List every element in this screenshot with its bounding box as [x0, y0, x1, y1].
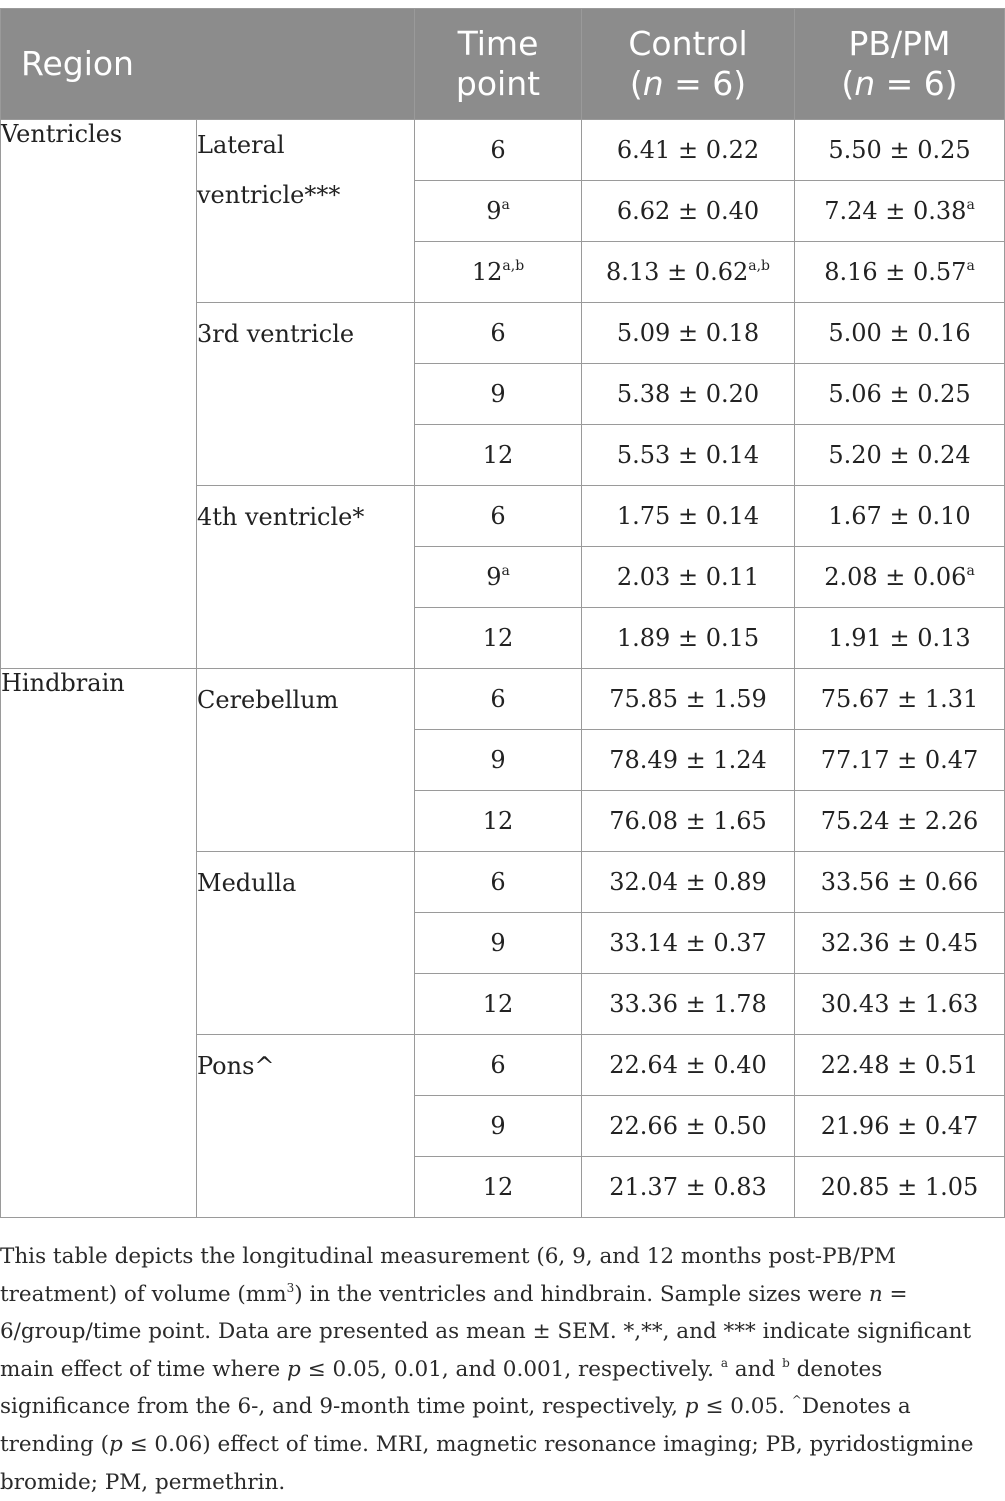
header-pbpm: PB/PM (n = 6) — [795, 9, 1005, 120]
time-point-cell: 12 — [415, 425, 582, 486]
subregion-pons: Pons^ — [197, 1035, 415, 1218]
control-value: 22.64 ± 0.40 — [582, 1035, 795, 1096]
time-point-cell: 6 — [415, 1035, 582, 1096]
pbpm-value: 77.17 ± 0.47 — [795, 730, 1005, 791]
subregion-medulla: Medulla — [197, 852, 415, 1035]
time-point-cell: 9 — [415, 730, 582, 791]
subregion-4th-ventricle: 4th ventricle* — [197, 486, 415, 669]
pbpm-value: 2.08 ± 0.06$^a$ — [795, 547, 1005, 608]
time-point-cell: 6 — [415, 120, 582, 181]
control-value: 78.49 ± 1.24 — [582, 730, 795, 791]
control-value: 33.14 ± 0.37 — [582, 913, 795, 974]
pbpm-value: 75.24 ± 2.26 — [795, 791, 1005, 852]
header-region: Region — [1, 9, 415, 120]
header-control: Control (n = 6) — [582, 9, 795, 120]
pbpm-value: 5.20 ± 0.24 — [795, 425, 1005, 486]
pbpm-value: 8.16 ± 0.57$^a$ — [795, 242, 1005, 303]
pbpm-value: 5.06 ± 0.25 — [795, 364, 1005, 425]
control-value: 1.89 ± 0.15 — [582, 608, 795, 669]
header-time-point: Time point — [415, 9, 582, 120]
table-row — [1, 669, 1005, 730]
time-point-cell: 6 — [415, 303, 582, 364]
pbpm-value: 22.48 ± 0.51 — [795, 1035, 1005, 1096]
time-point-cell: 9$^a$ — [415, 181, 582, 242]
control-value: 6.62 ± 0.40 — [582, 181, 795, 242]
control-value: 21.37 ± 0.83 — [582, 1157, 795, 1218]
control-value: 22.66 ± 0.50 — [582, 1096, 795, 1157]
control-value: 33.36 ± 1.78 — [582, 974, 795, 1035]
volume-table — [0, 8, 1005, 1218]
pbpm-value: 33.56 ± 0.66 — [795, 852, 1005, 913]
time-point-cell: 12 — [415, 974, 582, 1035]
time-point-cell: 6 — [415, 486, 582, 547]
table-row — [1, 120, 1005, 181]
time-point-cell: 9$^a$ — [415, 547, 582, 608]
control-value: 6.41 ± 0.22 — [582, 120, 795, 181]
pbpm-value: 5.50 ± 0.25 — [795, 120, 1005, 181]
pbpm-value: 30.43 ± 1.63 — [795, 974, 1005, 1035]
control-value: 32.04 ± 0.89 — [582, 852, 795, 913]
footnote-text: This table depicts the longitudinal measurement (6, 9, and 12 months post-PB/PM treatment) of volume (mm$^3$) in the ventricles and hindbrain. Sample sizes were n = 6/group/time point. Data are presented as mean ± SEM. *,**, and *** indicate significant main effect of time where p ≤ 0.05, 0.01, and 0.001, respectively. $^a$ and $^b$ denotes significance from the 6-, and 9-month time point, respectively, p ≤ 0.05. ^Denotes a trending (p ≤ 0.06) effect of time. MRI, magnetic resonance imaging; PB, pyridostigmine bromide; PM, permethrin. — [0, 1244, 974, 1495]
time-point-cell: 9 — [415, 364, 582, 425]
time-point-cell: 12 — [415, 608, 582, 669]
time-point-cell: 12 — [415, 1157, 582, 1218]
control-value: 76.08 ± 1.65 — [582, 791, 795, 852]
group-ventricles: Ventricles — [1, 120, 197, 669]
pbpm-value: 75.67 ± 1.31 — [795, 669, 1005, 730]
pbpm-value: 1.67 ± 0.10 — [795, 486, 1005, 547]
time-point-cell: 12 — [415, 791, 582, 852]
pbpm-value: 21.96 ± 0.47 — [795, 1096, 1005, 1157]
pbpm-value: 5.00 ± 0.16 — [795, 303, 1005, 364]
subregion-lateral-ventricle: Lateral ventricle*** — [197, 120, 415, 303]
time-point-cell: 9 — [415, 913, 582, 974]
table-header-row — [1, 9, 1005, 120]
time-point-cell: 6 — [415, 669, 582, 730]
subregion-cerebellum: Cerebellum — [197, 669, 415, 852]
control-value: 5.38 ± 0.20 — [582, 364, 795, 425]
time-point-cell: 9 — [415, 1096, 582, 1157]
control-value: 2.03 ± 0.11 — [582, 547, 795, 608]
time-point-cell: 12$^{a,b}$ — [415, 242, 582, 303]
table-footnote — [0, 1238, 1004, 1501]
pbpm-value: 20.85 ± 1.05 — [795, 1157, 1005, 1218]
pbpm-value: 1.91 ± 0.13 — [795, 608, 1005, 669]
control-value: 5.09 ± 0.18 — [582, 303, 795, 364]
subregion-3rd-ventricle: 3rd ventricle — [197, 303, 415, 486]
control-value: 1.75 ± 0.14 — [582, 486, 795, 547]
pbpm-value: 32.36 ± 0.45 — [795, 913, 1005, 974]
control-value: 5.53 ± 0.14 — [582, 425, 795, 486]
control-value: 75.85 ± 1.59 — [582, 669, 795, 730]
time-point-cell: 6 — [415, 852, 582, 913]
control-value: $8.13 \pm 0.62^{a,b}$ — [582, 242, 795, 303]
group-hindbrain: Hindbrain — [1, 669, 197, 1218]
pbpm-value: 7.24 ± 0.38$^a$ — [795, 181, 1005, 242]
